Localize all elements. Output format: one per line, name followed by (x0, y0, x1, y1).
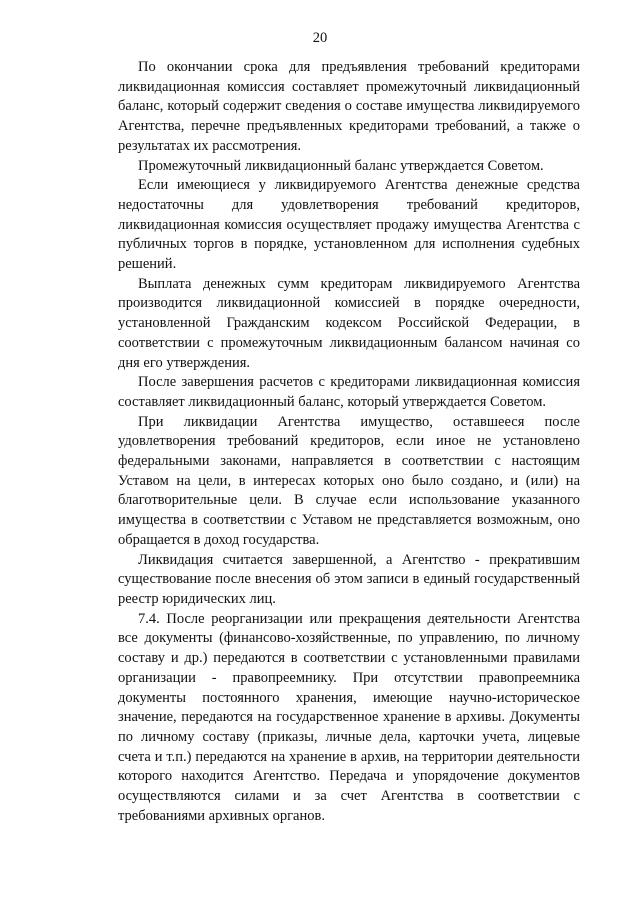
paragraph-liquidation-balance: После завершения расчетов с кредиторами ликвидационная комиссия составляет ликвидационный баланс, который утверждается Советом. (118, 374, 580, 410)
paragraph-documents-transfer: 7.4. После реорганизации или прекращения деятельности Агентства все документы (финансово-хозяйственные, по управлению, по личному составу и др.) передаются в соответствии с установленными правилами организации - правопреемнику. При отсутствии правопреемника документы постоянного хранения, имеющие научно-историческое значение, передаются на государственное хранение в архивы. Документы по личному составу (приказы, личные дела, карточки учета, лицевые счета и т.п.) передаются на хранение в архив, на территории деятельности которого находится Агентство. Передача и упорядочение документов осуществляются силами и за счет Агентства в соответствии с требованиями архивных органов. (118, 610, 580, 824)
paragraph-remaining-property: При ликвидации Агентства имущество, оставшееся после удовлетворения требований кредиторов, если иное не установлено федеральными законами, направляется в соответствии с настоящим Уставом на цели, в интересах которых оно было создано, и (или) на благотворительные цели. В случае если использование указанного имущества в соответствии с Уставом не представляется возможным, оно обращается в доход государства. (118, 413, 580, 548)
page-number: 20 (312, 30, 328, 46)
document-body (118, 58, 580, 826)
paragraph-interim-balance-drafting: По окончании срока для предъявления требований кредиторами ликвидационная комиссия составляет промежуточный ликвидационный баланс, который содержит сведения о составе имущества ликвидируемого Агентства, перечне предъявленных кредиторами требований, а также о результатах их рассмотрения. (118, 59, 580, 154)
paragraph-interim-balance-approval: Промежуточный ликвидационный баланс утверждается Советом. (138, 157, 544, 174)
paragraph-creditor-payments: Выплата денежных сумм кредиторам ликвидируемого Агентства производится ликвидационной комиссией в порядке очередности, установленной Гражданским кодексом Российской Федерации, в соответствии с промежуточным ликвидационным балансом начиная со дня его утверждения. (118, 275, 580, 371)
paragraph-liquidation-completion: Ликвидация считается завершенной, а Агентство - прекратившим существование после внесения об этом записи в единый государственный реестр юридических лиц. (118, 551, 580, 607)
paragraph-property-sale: Если имеющиеся у ликвидируемого Агентства денежные средства недостаточны для удовлетворения требований кредиторов, ликвидационная комиссия осуществляет продажу имущества Агентства с публичных торгов в порядке, установленном для исполнения судебных решений. (118, 177, 580, 273)
